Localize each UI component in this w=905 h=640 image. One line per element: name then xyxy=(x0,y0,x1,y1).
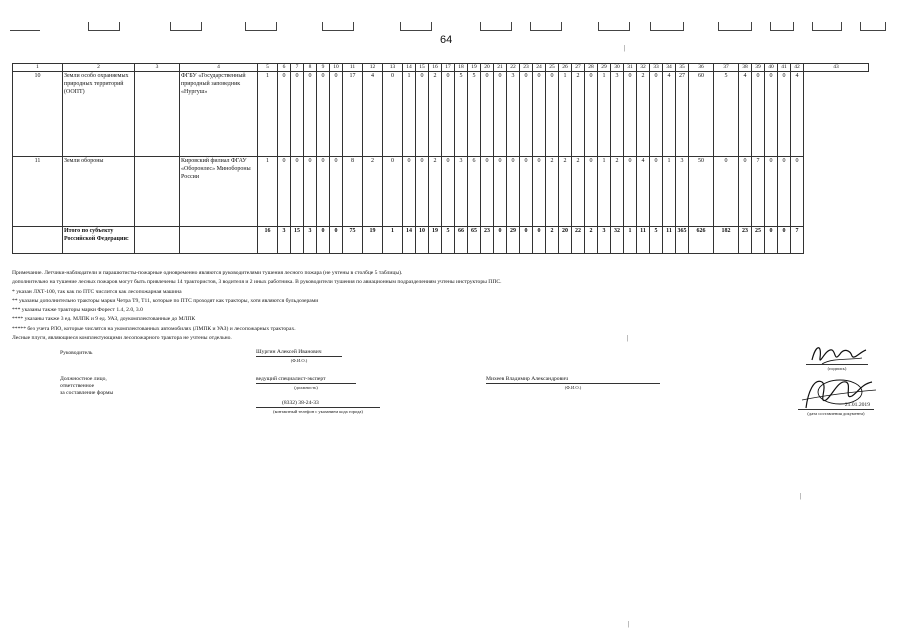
total-value-cell: 19 xyxy=(363,227,383,254)
total-label-cell: Итого по субъекту Российской Федерации: xyxy=(63,227,135,254)
scan-mark: | xyxy=(800,492,802,500)
total-value-cell: 365 xyxy=(676,227,689,254)
value-cell: 0 xyxy=(507,157,520,227)
column-number-cell: 16 xyxy=(429,64,442,72)
column-number-cell: 24 xyxy=(533,64,546,72)
empty-cell xyxy=(135,157,180,227)
land-type-cell: Земли обороны xyxy=(63,157,135,227)
head-name: Шургин Алексей Иванович xyxy=(256,349,342,357)
resp-name: Михеев Владимир Александрович xyxy=(486,376,660,384)
value-cell: 0 xyxy=(765,72,778,157)
value-cell: 4 xyxy=(363,72,383,157)
organization-cell: ФГБУ «Государственный природный заповедник «Нургуш» xyxy=(180,72,258,157)
value-cell: 2 xyxy=(363,157,383,227)
value-cell: 0 xyxy=(791,157,804,227)
total-value-cell: 25 xyxy=(752,227,765,254)
total-value-cell: 0 xyxy=(520,227,533,254)
crop-mark xyxy=(10,22,40,31)
value-cell: 17 xyxy=(343,72,363,157)
total-value-cell: 3 xyxy=(278,227,291,254)
empty-cell xyxy=(135,227,180,254)
empty-cell xyxy=(135,72,180,157)
value-cell: 0 xyxy=(416,157,429,227)
value-cell: 0 xyxy=(291,157,304,227)
value-cell: 0 xyxy=(494,72,507,157)
column-number-cell: 15 xyxy=(416,64,429,72)
organization-cell: Кировский филиал ФГАУ «Оборонлес» Минобороны России xyxy=(180,157,258,227)
notes-block xyxy=(12,269,502,343)
value-cell: 1 xyxy=(598,157,611,227)
column-number-cell: 6 xyxy=(278,64,291,72)
total-value-cell: 22 xyxy=(572,227,585,254)
crop-mark xyxy=(770,22,794,31)
resp-label-line: за составление формы xyxy=(60,390,114,396)
value-cell: 4 xyxy=(739,72,752,157)
value-cell: 0 xyxy=(494,157,507,227)
column-number-cell: 25 xyxy=(546,64,559,72)
crop-mark xyxy=(812,22,842,31)
value-cell: 0 xyxy=(752,72,765,157)
value-cell: 0 xyxy=(304,157,317,227)
column-number-cell: 34 xyxy=(663,64,676,72)
value-cell: 0 xyxy=(650,72,663,157)
value-cell: 2 xyxy=(546,157,559,227)
value-cell: 0 xyxy=(585,157,598,227)
scan-mark: | xyxy=(624,44,626,52)
value-cell: 0 xyxy=(383,157,403,227)
value-cell: 2 xyxy=(429,72,442,157)
column-number-cell: 11 xyxy=(343,64,363,72)
value-cell: 2 xyxy=(559,157,572,227)
value-cell: 1 xyxy=(663,157,676,227)
value-cell: 0 xyxy=(765,157,778,227)
position-caption: (должность) xyxy=(294,385,318,390)
total-value-cell: 2 xyxy=(585,227,598,254)
crop-mark xyxy=(322,22,354,31)
column-number-cell: 3 xyxy=(135,64,180,72)
crop-mark xyxy=(480,22,512,31)
note-line: * указан ЛХТ-100, так как по ПТС числится как лесопожарная машина xyxy=(12,288,182,295)
column-number-cell: 4 xyxy=(180,64,258,72)
resp-position: ведущий специалист-эксперт xyxy=(256,376,356,384)
column-number-cell: 19 xyxy=(468,64,481,72)
row-number-cell: 11 xyxy=(13,157,63,227)
column-number-cell: 9 xyxy=(317,64,330,72)
total-value-cell: 0 xyxy=(765,227,778,254)
value-cell: 0 xyxy=(403,157,416,227)
column-number-cell: 14 xyxy=(403,64,416,72)
column-number-cell: 43 xyxy=(804,64,869,72)
resp-label xyxy=(60,376,113,397)
column-number-cell: 35 xyxy=(676,64,689,72)
total-value-cell: 0 xyxy=(778,227,791,254)
crop-mark xyxy=(598,22,630,31)
value-cell: 3 xyxy=(611,72,624,157)
phone: (8332) 38-24-33 xyxy=(256,400,380,408)
total-value-cell: 5 xyxy=(650,227,663,254)
value-cell: 0 xyxy=(442,72,455,157)
value-cell: 2 xyxy=(429,157,442,227)
value-cell: 0 xyxy=(278,72,291,157)
land-type-cell: Земли особо охраняемых природных территорий (ООПТ) xyxy=(63,72,135,157)
total-value-cell: 20 xyxy=(559,227,572,254)
value-cell: 0 xyxy=(714,157,739,227)
crop-mark xyxy=(170,22,202,31)
column-number-cell: 42 xyxy=(791,64,804,72)
value-cell: 5 xyxy=(455,72,468,157)
column-number-cell: 23 xyxy=(520,64,533,72)
value-cell: 0 xyxy=(650,157,663,227)
column-number-cell: 22 xyxy=(507,64,520,72)
total-value-cell: 5 xyxy=(442,227,455,254)
total-value-cell: 66 xyxy=(455,227,468,254)
value-cell: 0 xyxy=(624,157,637,227)
value-cell: 4 xyxy=(791,72,804,157)
column-number-cell: 32 xyxy=(637,64,650,72)
page-number: 64 xyxy=(440,34,453,46)
column-number-cell: 2 xyxy=(63,64,135,72)
total-value-cell: 0 xyxy=(317,227,330,254)
value-cell: 5 xyxy=(714,72,739,157)
total-value-cell: 0 xyxy=(494,227,507,254)
total-value-cell: 7 xyxy=(791,227,804,254)
column-number-cell: 28 xyxy=(585,64,598,72)
value-cell: 8 xyxy=(343,157,363,227)
value-cell: 0 xyxy=(383,72,403,157)
value-cell: 1 xyxy=(559,72,572,157)
note-line: Примечание. Летчики-наблюдатели и парашютисты-пожарные одновременно являются руководителями тушения лесного пожара (не учтены в столбце 5 таблицы). xyxy=(12,270,403,276)
row-number-cell: 10 xyxy=(13,72,63,157)
total-value-cell: 32 xyxy=(611,227,624,254)
value-cell: 0 xyxy=(442,157,455,227)
value-cell: 4 xyxy=(637,157,650,227)
total-value-cell: 3 xyxy=(598,227,611,254)
column-number-cell: 27 xyxy=(572,64,585,72)
note-line: ** указаны дополнительно тракторы марки Четра Т9, Т11, которые по ПТС проходят как тракторы, хотя являются бульдозерами xyxy=(12,297,319,304)
value-cell: 3 xyxy=(676,157,689,227)
column-number-cell: 21 xyxy=(494,64,507,72)
head-fio-caption: (Ф.И.О.) xyxy=(290,358,308,363)
value-cell: 0 xyxy=(481,72,494,157)
table-row xyxy=(13,157,869,227)
value-cell: 1 xyxy=(598,72,611,157)
empty-cell xyxy=(13,227,63,254)
value-cell: 0 xyxy=(739,157,752,227)
total-value-cell: 16 xyxy=(258,227,278,254)
value-cell: 1 xyxy=(258,157,278,227)
total-value-cell: 75 xyxy=(343,227,363,254)
value-cell: 0 xyxy=(585,72,598,157)
column-number-cell: 7 xyxy=(291,64,304,72)
crop-mark xyxy=(530,22,562,31)
value-cell: 5 xyxy=(468,72,481,157)
resp-label-line: Должностное лицо, xyxy=(60,376,107,382)
column-number-cell: 10 xyxy=(330,64,343,72)
column-number-cell: 40 xyxy=(765,64,778,72)
total-value-cell: 182 xyxy=(714,227,739,254)
value-cell: 0 xyxy=(416,72,429,157)
crop-mark xyxy=(88,22,120,31)
crop-mark xyxy=(718,22,752,31)
column-number-cell: 8 xyxy=(304,64,317,72)
column-number-cell: 5 xyxy=(258,64,278,72)
column-number-cell: 17 xyxy=(442,64,455,72)
total-value-cell: 2 xyxy=(546,227,559,254)
column-number-cell: 39 xyxy=(752,64,765,72)
note-line: Лесные плуги, являющиеся комплектующими лесопожарного трактора не учтены отдельно. xyxy=(12,335,232,342)
value-cell: 2 xyxy=(611,157,624,227)
column-number-cell: 18 xyxy=(455,64,468,72)
value-cell: 1 xyxy=(258,72,278,157)
value-cell: 0 xyxy=(330,72,343,157)
value-cell: 3 xyxy=(507,72,520,157)
value-cell: 0 xyxy=(291,72,304,157)
total-value-cell: 3 xyxy=(304,227,317,254)
empty-cell xyxy=(180,227,258,254)
total-value-cell: 1 xyxy=(624,227,637,254)
scan-mark: | xyxy=(628,620,630,628)
note-line: **** указаны также 3 ед. МЛПК и 9 ед. УАЗ, доукомплектованные до МЛПК xyxy=(12,316,196,323)
value-cell: 7 xyxy=(752,157,765,227)
column-number-cell: 38 xyxy=(739,64,752,72)
crop-mark xyxy=(650,22,684,31)
value-cell: 0 xyxy=(778,72,791,157)
total-value-cell: 1 xyxy=(383,227,403,254)
value-cell: 0 xyxy=(778,157,791,227)
column-number-cell: 13 xyxy=(383,64,403,72)
total-value-cell: 65 xyxy=(468,227,481,254)
note-line: ***** без учета РЛО, которые числятся на укомплектованных автомобилях (ЛМПК и УАЗ) и лесопожарных тракторах. xyxy=(12,325,296,332)
total-value-cell: 14 xyxy=(403,227,416,254)
resp-fio-caption: (Ф.И.О.) xyxy=(564,385,582,390)
value-cell: 0 xyxy=(317,72,330,157)
value-cell: 1 xyxy=(403,72,416,157)
value-cell: 0 xyxy=(624,72,637,157)
column-number-cell: 12 xyxy=(363,64,383,72)
column-number-cell: 20 xyxy=(481,64,494,72)
crop-mark xyxy=(400,22,432,31)
value-cell: 0 xyxy=(317,157,330,227)
column-number-cell: 41 xyxy=(778,64,791,72)
phone-caption: (контактный телефон с указанием кода города) xyxy=(273,409,363,414)
value-cell: 0 xyxy=(481,157,494,227)
column-number-cell: 36 xyxy=(689,64,714,72)
sign-caption: (подпись) xyxy=(827,366,847,371)
value-cell: 0 xyxy=(546,72,559,157)
value-cell: 6 xyxy=(468,157,481,227)
column-number-cell: 1 xyxy=(13,64,63,72)
total-value-cell: 11 xyxy=(637,227,650,254)
note-line: дополнительно на тушение лесных пожаров могут быть привлечены 14 трактористов, 3 водителя и 2 иных работника. В руководители тушения по авиационным подразделениям учтены инструкторы ППС. xyxy=(12,279,502,286)
crop-mark xyxy=(860,22,886,31)
crop-mark xyxy=(245,22,277,31)
total-value-cell: 15 xyxy=(291,227,304,254)
total-value-cell: 0 xyxy=(533,227,546,254)
total-value-cell: 19 xyxy=(429,227,442,254)
column-number-cell: 31 xyxy=(624,64,637,72)
value-cell: 50 xyxy=(689,157,714,227)
total-value-cell: 23 xyxy=(481,227,494,254)
column-number-cell: 30 xyxy=(611,64,624,72)
value-cell: 0 xyxy=(533,72,546,157)
date: 21.01.2019 xyxy=(798,402,874,410)
scan-mark: | xyxy=(627,334,629,342)
total-value-cell: 626 xyxy=(689,227,714,254)
total-value-cell: 23 xyxy=(739,227,752,254)
header-row xyxy=(13,64,869,72)
value-cell: 2 xyxy=(572,157,585,227)
column-number-cell: 26 xyxy=(559,64,572,72)
value-cell: 3 xyxy=(455,157,468,227)
value-cell: 2 xyxy=(637,72,650,157)
value-cell: 0 xyxy=(520,157,533,227)
date-caption: (дата составления документа) xyxy=(807,411,865,416)
note-line: *** указаны также тракторы марки Форест 1.4, 2.0, 3.0 xyxy=(12,307,143,314)
value-cell: 0 xyxy=(520,72,533,157)
value-cell: 0 xyxy=(533,157,546,227)
value-cell: 60 xyxy=(689,72,714,157)
fire-equipment-table xyxy=(12,63,869,254)
column-number-cell: 37 xyxy=(714,64,739,72)
value-cell: 2 xyxy=(572,72,585,157)
column-number-cell: 33 xyxy=(650,64,663,72)
head-label: Руководитель xyxy=(60,350,93,356)
total-value-cell: 0 xyxy=(330,227,343,254)
total-row xyxy=(13,227,869,254)
value-cell: 4 xyxy=(663,72,676,157)
column-number-cell: 29 xyxy=(598,64,611,72)
value-cell: 0 xyxy=(304,72,317,157)
value-cell: 0 xyxy=(330,157,343,227)
value-cell: 27 xyxy=(676,72,689,157)
table-row xyxy=(13,72,869,157)
total-value-cell: 11 xyxy=(663,227,676,254)
total-value-cell: 29 xyxy=(507,227,520,254)
total-value-cell: 10 xyxy=(416,227,429,254)
resp-label-line: ответственное xyxy=(60,383,95,389)
value-cell: 0 xyxy=(278,157,291,227)
